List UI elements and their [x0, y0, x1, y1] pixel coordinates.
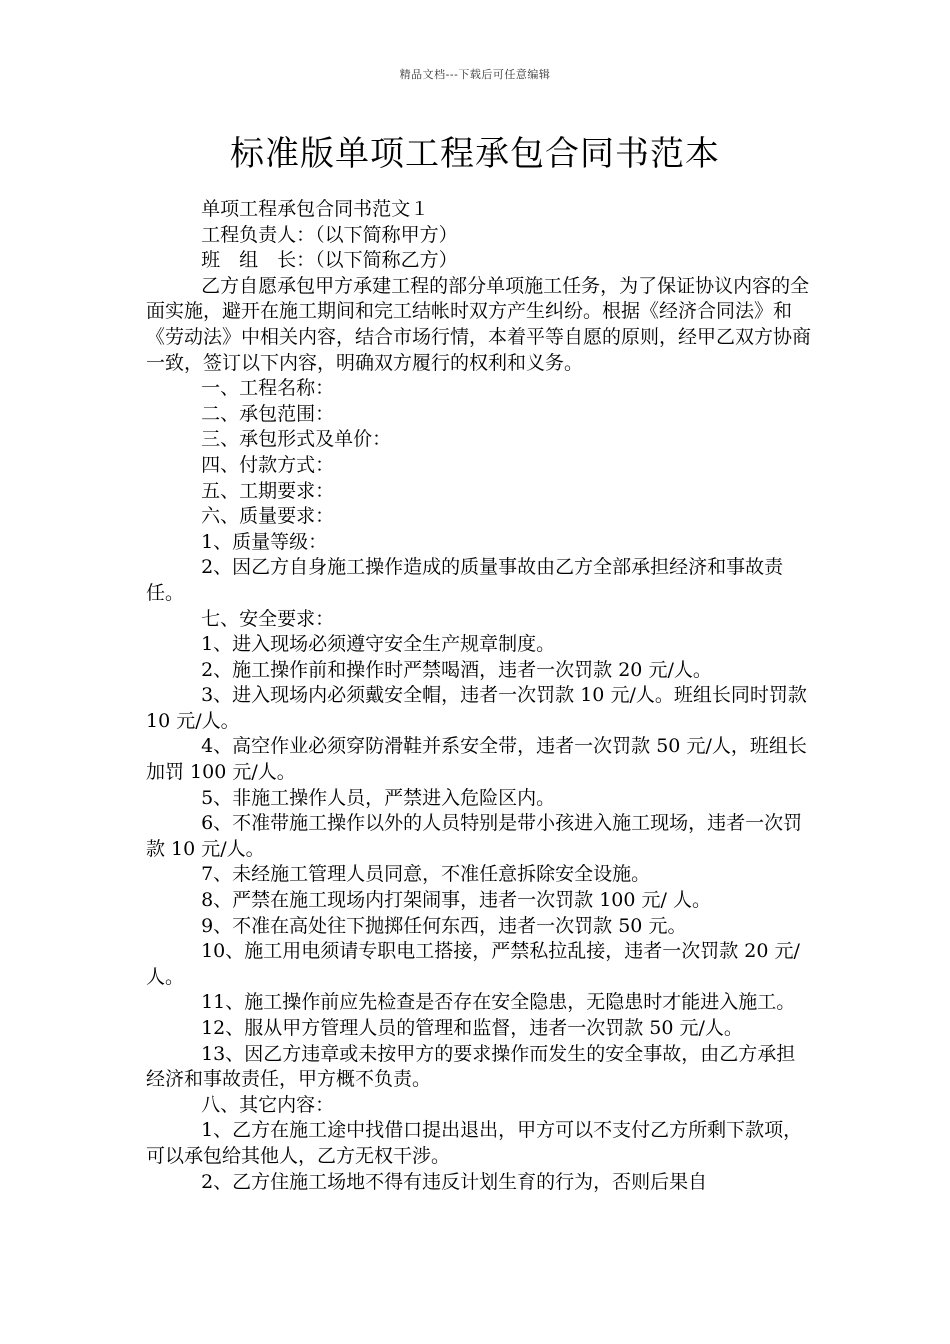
document-title: 标准版单项工程承包合同书范本	[230, 134, 720, 174]
paragraph: 13、因乙方违章或未按甲方的要求操作而发生的安全事故，由乙方承担经济和事故责任，甲方概不负责。	[146, 1042, 796, 1091]
paragraph: 11、施工操作前应先检查是否存在安全隐患，无隐患时才能进入施工。	[201, 991, 796, 1014]
paragraph: 单项工程承包合同书范文１	[201, 198, 430, 220]
paragraph: 12、服从甲方管理人员的管理和监督，违者一次罚款 50 元/人。	[201, 1017, 743, 1039]
paragraph: 5、非施工操作人员，严禁进入危险区内。	[201, 786, 556, 809]
paragraph: 四、付款方式：	[201, 453, 335, 476]
document-body	[146, 197, 812, 1195]
paragraph: 七、安全要求：	[201, 607, 335, 630]
paragraph: 7、未经施工管理人员同意，不准任意拆除安全设施。	[201, 863, 651, 886]
paragraph: 五、工期要求：	[201, 479, 335, 502]
paragraph: 六、质量要求：	[201, 505, 335, 528]
paragraph: 班 组 长：（以下简称乙方）	[201, 249, 458, 272]
paragraph: 八、其它内容：	[201, 1093, 335, 1116]
paragraph: 4、高空作业必须穿防滑鞋并系安全带，违者一次罚款 50 元/人，班组长加罚 100 元/人。	[146, 735, 807, 784]
paragraph: 一、工程名称：	[201, 377, 335, 400]
paragraph: 工程负责人：（以下简称甲方）	[201, 223, 458, 246]
paragraph: 1、乙方在施工途中找借口提出退出，甲方可以不支付乙方所剩下款项，可以承包给其他人，乙方无权干涉。	[146, 1119, 803, 1167]
paragraph: 1、质量等级：	[201, 530, 328, 553]
paragraph: 二、承包范围：	[201, 402, 335, 425]
header-note: 精品文档---下载后可任意编辑	[399, 68, 551, 81]
paragraph: 三、承包形式及单价：	[201, 428, 392, 451]
paragraph: 8、严禁在施工现场内打架闹事，违者一次罚款 100 元/ 人。	[201, 889, 711, 912]
paragraph: 6、不准带施工操作以外的人员特别是带小孩进入施工现场，违者一次罚款 10 元/人。	[146, 812, 803, 860]
paragraph: 2、施工操作前和操作时严禁喝酒，违者一次罚款 20 元/人。	[201, 658, 712, 681]
paragraph: 2、因乙方自身施工操作造成的质量事故由乙方全部承担经济和事故责任。	[146, 556, 784, 604]
paragraph: 3、进入现场内必须戴安全帽，违者一次罚款 10 元/人。班组长同时罚款 10 元/人。	[146, 684, 807, 732]
paragraph: 乙方自愿承包甲方承建工程的部分单项施工任务，为了保证协议内容的全面实施，避开在施工期间和完工结帐时双方产生纠纷。根据《经济合同法》和《劳动法》中相关内容，结合市场行情，本着平等自愿的原则，经甲乙双方协商一致，签订以下内容，明确双方履行的权利和义务。	[146, 274, 812, 374]
paragraph: 2、乙方住施工场地不得有违反计划生育的行为，否则后果自	[201, 1170, 708, 1193]
paragraph: 9、不准在高处往下抛掷任何东西，违者一次罚款 50 元。	[201, 914, 687, 937]
paragraph: 10、施工用电须请专职电工搭接，严禁私拉乱接，违者一次罚款 20 元/人。	[146, 940, 800, 988]
paragraph: 1、进入现场必须遵守安全生产规章制度。	[201, 633, 556, 656]
